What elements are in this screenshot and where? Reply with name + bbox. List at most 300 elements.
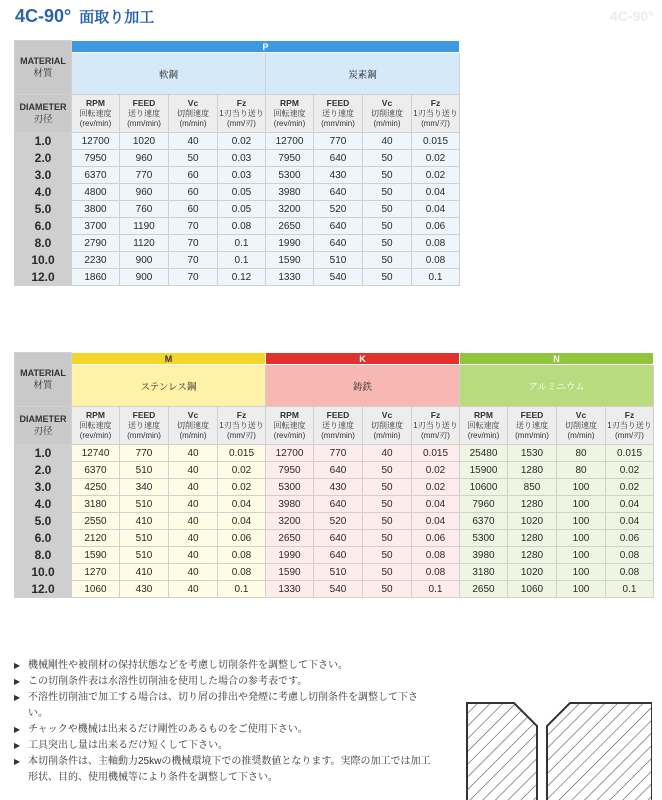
data-cell: 12700 [266, 445, 314, 462]
data-cell: 2550 [72, 513, 120, 530]
column-header-en: Vc [381, 98, 393, 108]
column-header-en: Vc [381, 410, 393, 420]
data-cell: 40 [169, 547, 218, 564]
data-cell: 50 [363, 235, 412, 252]
data-cell: 3700 [72, 218, 120, 235]
material-label: MATERIAL 材質 [15, 41, 72, 95]
group-header-m: M [72, 353, 266, 365]
data-cell: 1990 [266, 547, 314, 564]
column-header [314, 407, 363, 445]
column-header-jp: 1刃当り送り [413, 109, 458, 118]
column-header-unit: (mm/刃) [421, 119, 450, 128]
data-cell: 0.08 [412, 235, 460, 252]
data-cell: 2120 [72, 530, 120, 547]
column-header [120, 95, 169, 133]
data-cell: 3980 [266, 184, 314, 201]
column-header-unit: (mm/刃) [615, 431, 644, 440]
data-cell: 0.06 [412, 218, 460, 235]
data-cell: 100 [557, 513, 606, 530]
data-cell: 0.08 [218, 564, 266, 581]
column-header [363, 95, 412, 133]
data-cell: 3980 [266, 496, 314, 513]
column-header [169, 95, 218, 133]
data-cell: 50 [363, 167, 412, 184]
column-header-jp: 切削速度 [371, 109, 403, 118]
material-cast-iron: 鋳鉄 [266, 365, 460, 407]
data-cell: 0.04 [218, 513, 266, 530]
data-cell: 80 [557, 462, 606, 479]
data-cell: 0.04 [606, 496, 654, 513]
data-cell: 5300 [266, 167, 314, 184]
data-cell: 0.02 [412, 167, 460, 184]
material-mild-steel: 軟鋼 [72, 53, 266, 95]
column-header-en: RPM [474, 410, 493, 420]
column-header-unit: (m/min) [373, 119, 401, 128]
data-cell: 1280 [508, 496, 557, 513]
data-cell: 0.06 [606, 530, 654, 547]
column-header-en: FEED [326, 410, 350, 420]
data-cell: 0.08 [412, 564, 460, 581]
table-row [15, 564, 654, 581]
data-cell: 7960 [460, 496, 508, 513]
data-cell: 50 [363, 479, 412, 496]
material-label: MATERIAL 材質 [15, 353, 72, 407]
data-cell: 3800 [72, 201, 120, 218]
diameter-value: 8.0 [15, 235, 72, 252]
data-cell: 410 [120, 513, 169, 530]
diameter-value: 10.0 [15, 252, 72, 269]
column-header-jp: 回転速度 [79, 421, 112, 430]
data-cell: 1860 [72, 269, 120, 286]
data-cell: 6370 [460, 513, 508, 530]
note-item: ▶ この切削条件表は水溶性切削油を使用した場合の参考表です。 [14, 674, 434, 690]
column-header-jp: 送り速度 [516, 421, 548, 430]
group-header-p: P [72, 41, 460, 53]
data-cell: 7950 [72, 150, 120, 167]
data-cell: 100 [557, 496, 606, 513]
data-cell: 0.02 [412, 150, 460, 167]
data-cell: 0.06 [218, 530, 266, 547]
column-header [412, 95, 460, 133]
data-cell: 50 [363, 496, 412, 513]
column-header-jp: 送り速度 [322, 109, 354, 118]
data-cell: 960 [120, 184, 169, 201]
chamfer-diagram [462, 693, 652, 800]
process-name: 面取り加工 [79, 9, 155, 26]
data-cell: 1020 [508, 513, 557, 530]
data-cell: 7950 [266, 462, 314, 479]
column-header [120, 407, 169, 445]
note-item: ▶ 機械剛性や被削材の保持状態などを考慮し切削条件を調整して下さい。 [14, 658, 434, 674]
show-through-text: 4C-90° [610, 8, 654, 24]
table-row [15, 479, 654, 496]
data-cell: 40 [169, 513, 218, 530]
data-cell: 40 [169, 462, 218, 479]
data-cell: 0.08 [606, 547, 654, 564]
table-row [15, 496, 654, 513]
data-cell: 1060 [72, 581, 120, 598]
data-cell: 520 [314, 201, 363, 218]
data-cell: 40 [169, 496, 218, 513]
data-cell: 0.08 [606, 564, 654, 581]
data-cell: 410 [120, 564, 169, 581]
data-cell: 430 [314, 479, 363, 496]
data-cell: 0.03 [218, 167, 266, 184]
column-header-en: Fz [236, 98, 247, 108]
data-cell: 2230 [72, 252, 120, 269]
data-cell: 640 [314, 235, 363, 252]
data-cell: 5300 [460, 530, 508, 547]
data-cell: 1020 [508, 564, 557, 581]
column-header-jp: 切削速度 [371, 421, 403, 430]
column-header-unit: (rev/min) [467, 431, 500, 440]
column-header-jp: 1刃当り送り [219, 421, 264, 430]
column-header-en: FEED [132, 98, 156, 108]
data-cell: 70 [169, 235, 218, 252]
data-cell: 50 [363, 184, 412, 201]
data-cell: 1060 [508, 581, 557, 598]
column-header-unit: (m/min) [179, 119, 207, 128]
data-cell: 0.04 [412, 496, 460, 513]
cutting-table-p [14, 40, 460, 286]
diameter-value: 2.0 [15, 462, 72, 479]
data-cell: 3200 [266, 513, 314, 530]
column-header [460, 407, 508, 445]
data-cell: 1280 [508, 547, 557, 564]
data-cell: 60 [169, 184, 218, 201]
column-header-jp: 回転速度 [273, 421, 306, 430]
data-cell: 1530 [508, 445, 557, 462]
data-cell: 2650 [266, 218, 314, 235]
data-cell: 2790 [72, 235, 120, 252]
column-header-unit: (mm/刃) [421, 431, 450, 440]
data-cell: 1020 [120, 133, 169, 150]
table-row [15, 150, 460, 167]
data-cell: 100 [557, 564, 606, 581]
diameter-value: 10.0 [15, 564, 72, 581]
table-row [15, 133, 460, 150]
data-cell: 50 [363, 462, 412, 479]
page-title [15, 6, 154, 27]
data-cell: 430 [120, 581, 169, 598]
data-cell: 640 [314, 530, 363, 547]
data-cell: 60 [169, 201, 218, 218]
data-cell: 510 [120, 547, 169, 564]
diameter-value: 12.0 [15, 581, 72, 598]
group-header-n: N [460, 353, 654, 365]
column-header [218, 95, 266, 133]
data-cell: 4250 [72, 479, 120, 496]
column-header-unit: (mm/min) [515, 431, 549, 440]
data-cell: 0.03 [218, 150, 266, 167]
data-cell: 6370 [72, 462, 120, 479]
column-header-en: Fz [430, 410, 441, 420]
data-cell: 40 [363, 133, 412, 150]
data-cell: 0.02 [218, 479, 266, 496]
column-header-unit: (mm/min) [127, 431, 161, 440]
data-cell: 2650 [460, 581, 508, 598]
diameter-value: 5.0 [15, 201, 72, 218]
diameter-value: 1.0 [15, 133, 72, 150]
data-cell: 0.015 [606, 445, 654, 462]
data-cell: 0.015 [412, 445, 460, 462]
column-header [169, 407, 218, 445]
data-cell: 100 [557, 547, 606, 564]
data-cell: 640 [314, 218, 363, 235]
data-cell: 0.05 [218, 184, 266, 201]
table-row [15, 269, 460, 286]
data-cell: 1990 [266, 235, 314, 252]
column-header-jp: 切削速度 [177, 421, 209, 430]
column-header-jp: 切削速度 [177, 109, 209, 118]
diameter-value: 3.0 [15, 167, 72, 184]
table-row [15, 462, 654, 479]
data-cell: 0.06 [412, 530, 460, 547]
data-cell: 2650 [266, 530, 314, 547]
data-cell: 540 [314, 269, 363, 286]
column-header-unit: (rev/min) [273, 431, 306, 440]
data-cell: 0.05 [218, 201, 266, 218]
data-cell: 640 [314, 547, 363, 564]
data-cell: 510 [314, 252, 363, 269]
data-cell: 0.02 [412, 479, 460, 496]
data-cell: 900 [120, 269, 169, 286]
diameter-value: 8.0 [15, 547, 72, 564]
diameter-value: 3.0 [15, 479, 72, 496]
column-header [266, 95, 314, 133]
table-row [15, 167, 460, 184]
diameter-label: DIAMETER 刃径 [15, 95, 72, 133]
data-cell: 760 [120, 201, 169, 218]
data-cell: 0.02 [218, 462, 266, 479]
data-cell: 40 [169, 581, 218, 598]
data-cell: 770 [314, 445, 363, 462]
column-header-unit: (mm/min) [321, 119, 355, 128]
data-cell: 50 [363, 530, 412, 547]
data-cell: 1330 [266, 581, 314, 598]
material-carbon-steel: 炭素鋼 [266, 53, 460, 95]
column-header-unit: (m/min) [373, 431, 401, 440]
column-header-jp: 回転速度 [79, 109, 112, 118]
diameter-value: 5.0 [15, 513, 72, 530]
data-cell: 0.04 [412, 201, 460, 218]
data-cell: 0.08 [412, 252, 460, 269]
data-cell: 520 [314, 513, 363, 530]
column-header-jp: 切削速度 [565, 421, 597, 430]
table-row [15, 235, 460, 252]
data-cell: 4800 [72, 184, 120, 201]
note-item: ▶ 本切削条件は、主軸動力25kwの機械環境下での推奨数値となります。実際の加工では加工形状、目的、使用機械等により条件を調整して下さい。 [14, 754, 434, 786]
column-header-unit: (m/min) [179, 431, 207, 440]
data-cell: 640 [314, 462, 363, 479]
diameter-value: 12.0 [15, 269, 72, 286]
data-cell: 0.02 [218, 133, 266, 150]
column-header [412, 407, 460, 445]
data-cell: 12700 [266, 133, 314, 150]
diameter-value: 4.0 [15, 184, 72, 201]
data-cell: 0.08 [218, 218, 266, 235]
diameter-value: 1.0 [15, 445, 72, 462]
data-cell: 0.04 [218, 496, 266, 513]
data-cell: 510 [120, 496, 169, 513]
data-cell: 40 [169, 445, 218, 462]
data-cell: 0.12 [218, 269, 266, 286]
data-cell: 50 [363, 150, 412, 167]
column-header [363, 407, 412, 445]
column-header-en: RPM [280, 410, 299, 420]
data-cell: 430 [314, 167, 363, 184]
data-cell: 640 [314, 150, 363, 167]
data-cell: 100 [557, 581, 606, 598]
column-header-en: RPM [86, 410, 105, 420]
table-row [15, 218, 460, 235]
column-header-en: Fz [236, 410, 247, 420]
data-cell: 510 [120, 462, 169, 479]
column-header-en: RPM [86, 98, 105, 108]
table-row [15, 252, 460, 269]
data-cell: 100 [557, 479, 606, 496]
data-cell: 60 [169, 167, 218, 184]
column-header-unit: (mm/刃) [227, 431, 256, 440]
data-cell: 50 [363, 201, 412, 218]
data-cell: 50 [363, 269, 412, 286]
column-header-en: FEED [520, 410, 544, 420]
data-cell: 0.1 [218, 581, 266, 598]
data-cell: 510 [314, 564, 363, 581]
data-cell: 50 [363, 252, 412, 269]
column-header-unit: (mm/刃) [227, 119, 256, 128]
column-header-en: Vc [187, 98, 199, 108]
column-header-jp: 1刃当り送り [219, 109, 264, 118]
data-cell: 1590 [72, 547, 120, 564]
data-cell: 0.04 [606, 513, 654, 530]
data-cell: 70 [169, 252, 218, 269]
data-cell: 0.02 [606, 462, 654, 479]
column-header [218, 407, 266, 445]
data-cell: 1120 [120, 235, 169, 252]
data-cell: 960 [120, 150, 169, 167]
column-header [266, 407, 314, 445]
group-header-k: K [266, 353, 460, 365]
data-cell: 0.04 [412, 184, 460, 201]
data-cell: 50 [363, 218, 412, 235]
note-item: ▶ チャックや機械は出来るだけ剛性のあるものをご使用下さい。 [14, 722, 434, 738]
data-cell: 40 [363, 445, 412, 462]
data-cell: 70 [169, 218, 218, 235]
column-header-jp: 1刃当り送り [607, 421, 652, 430]
data-cell: 1280 [508, 462, 557, 479]
table-row [15, 445, 654, 462]
table-row [15, 184, 460, 201]
data-cell: 3180 [460, 564, 508, 581]
data-cell: 850 [508, 479, 557, 496]
column-header-en: RPM [280, 98, 299, 108]
column-header [606, 407, 654, 445]
column-header-en: Vc [187, 410, 199, 420]
data-cell: 50 [363, 564, 412, 581]
data-cell: 40 [169, 479, 218, 496]
data-cell: 770 [120, 445, 169, 462]
data-cell: 1270 [72, 564, 120, 581]
material-stainless-steel: ステンレス鋼 [72, 365, 266, 407]
column-header-jp: 1刃当り送り [413, 421, 458, 430]
data-cell: 0.1 [218, 252, 266, 269]
data-cell: 770 [314, 133, 363, 150]
tool-code: 4C-90° [15, 6, 72, 26]
data-cell: 40 [169, 133, 218, 150]
column-header-jp: 回転速度 [467, 421, 500, 430]
column-header-jp: 送り速度 [128, 421, 160, 430]
data-cell: 0.015 [412, 133, 460, 150]
column-header-unit: (rev/min) [79, 431, 112, 440]
data-cell: 0.1 [412, 581, 460, 598]
table-row [15, 513, 654, 530]
data-cell: 12740 [72, 445, 120, 462]
column-header-unit: (rev/min) [273, 119, 306, 128]
data-cell: 0.1 [606, 581, 654, 598]
data-cell: 40 [169, 564, 218, 581]
data-cell: 15900 [460, 462, 508, 479]
data-cell: 640 [314, 184, 363, 201]
column-header-en: Fz [430, 98, 441, 108]
data-cell: 7950 [266, 150, 314, 167]
data-cell: 50 [169, 150, 218, 167]
column-header [314, 95, 363, 133]
column-header-en: FEED [326, 98, 350, 108]
column-header-en: Fz [624, 410, 635, 420]
data-cell: 50 [363, 581, 412, 598]
data-cell: 0.08 [412, 547, 460, 564]
data-cell: 0.08 [218, 547, 266, 564]
data-cell: 1190 [120, 218, 169, 235]
data-cell: 0.02 [606, 479, 654, 496]
data-cell: 0.02 [412, 462, 460, 479]
cutting-table-mkn [14, 352, 654, 598]
data-cell: 50 [363, 513, 412, 530]
column-header-en: Vc [575, 410, 587, 420]
column-header-en: FEED [132, 410, 156, 420]
table-row [15, 581, 654, 598]
data-cell: 0.015 [218, 445, 266, 462]
data-cell: 70 [169, 269, 218, 286]
data-cell: 640 [314, 496, 363, 513]
note-item: ▶ 工具突出し量は出来るだけ短くして下さい。 [14, 738, 434, 754]
table-row [15, 201, 460, 218]
table-row [15, 530, 654, 547]
data-cell: 0.1 [412, 269, 460, 286]
data-cell: 0.04 [412, 513, 460, 530]
column-header-jp: 送り速度 [322, 421, 354, 430]
data-cell: 50 [363, 547, 412, 564]
column-header-unit: (mm/min) [321, 431, 355, 440]
diameter-value: 4.0 [15, 496, 72, 513]
data-cell: 6370 [72, 167, 120, 184]
data-cell: 100 [557, 530, 606, 547]
data-cell: 0.1 [218, 235, 266, 252]
data-cell: 1590 [266, 252, 314, 269]
column-header-unit: (m/min) [567, 431, 595, 440]
column-header [72, 407, 120, 445]
diameter-value: 6.0 [15, 218, 72, 235]
table-row [15, 547, 654, 564]
data-cell: 3980 [460, 547, 508, 564]
data-cell: 12700 [72, 133, 120, 150]
data-cell: 540 [314, 581, 363, 598]
data-cell: 80 [557, 445, 606, 462]
column-header-jp: 送り速度 [128, 109, 160, 118]
note-item: ▶ 不溶性切削油で加工する場合は、切り屑の排出や発煙に考慮し切削条件を調整して下さい。 [14, 690, 434, 722]
usage-notes [14, 658, 434, 786]
